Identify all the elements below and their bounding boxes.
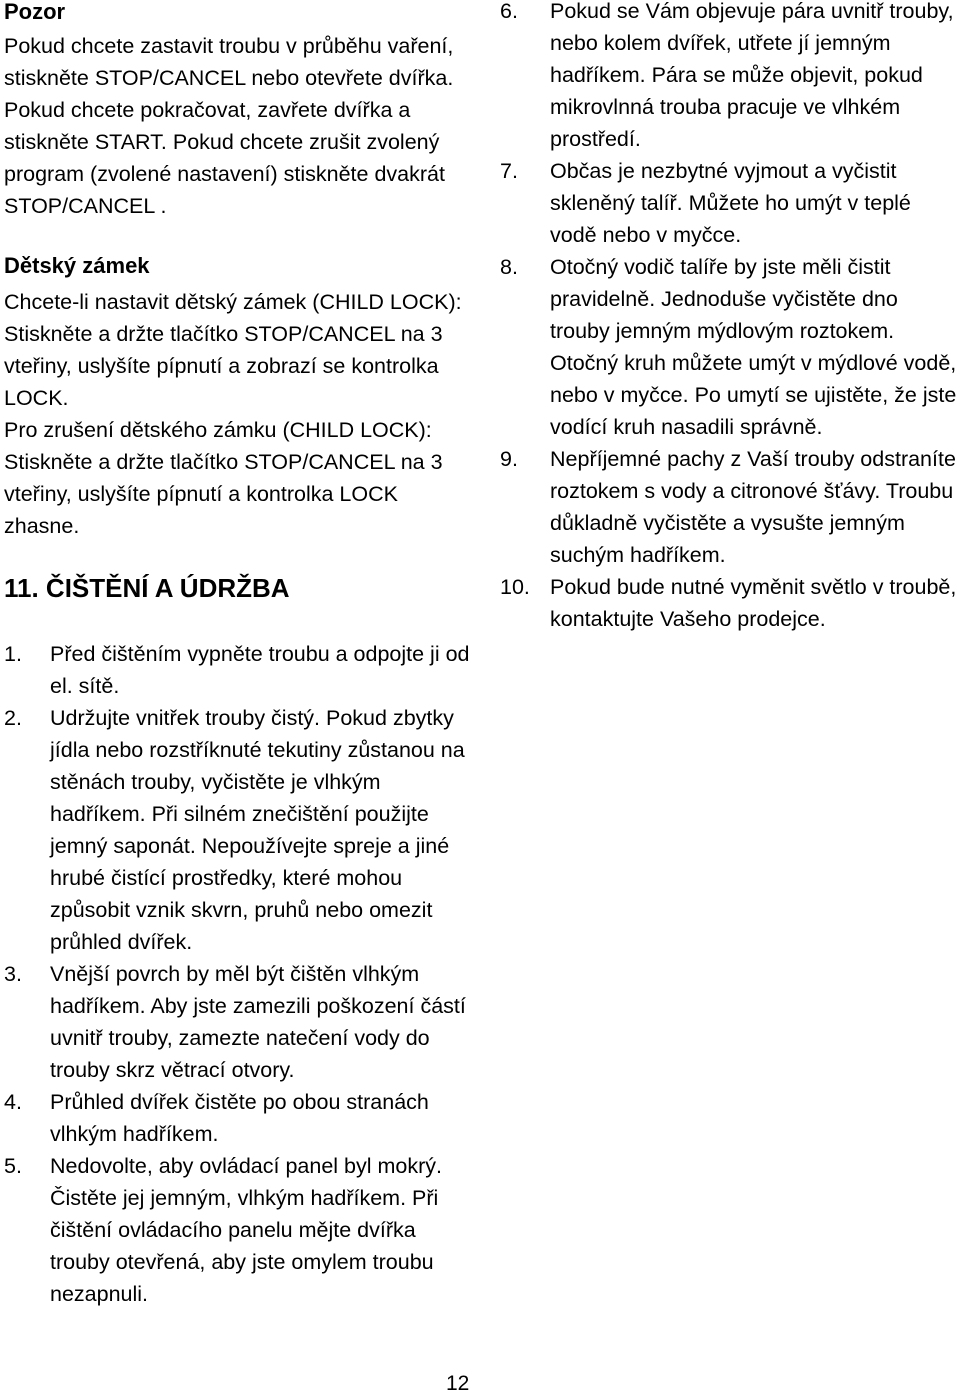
child-lock-set-paragraph: Chcete-li nastavit dětský zámek (CHILD LOCK): Stiskněte a držte tlačítko STOP/CANCEL na 3 vteřiny, uslyšíte pípnutí a zobrazí se kontrolka LOCK. [4,290,462,410]
list-item-number: 8. [500,255,518,279]
list-item [500,251,960,443]
list-item-number: 5. [4,1154,22,1178]
page-number: 12 [446,1372,470,1395]
child-lock-cancel-paragraph: Pro zrušení dětského zámku (CHILD LOCK): Stiskněte a držte tlačítko STOP/CANCEL na 3 vteřiny, uslyšíte pípnutí a kontrolka LOCK zhasne. [4,418,443,538]
list-item-number: 7. [500,159,518,183]
list-item [500,155,960,251]
list-item [500,0,960,155]
list-item-text: Nepříjemné pachy z Vaší trouby odstraníte roztokem s vody a citronové šťávy. Troubu důkladně vyčistěte a vysušte jemným suchým hadříkem. [550,447,956,567]
list-item-number: 1. [4,642,22,666]
cleaning-list-right [500,0,960,635]
pozor-heading: Pozor [4,0,66,24]
list-item-text: Před čištěním vypněte troubu a odpojte ji od el. sítě. [50,642,470,698]
list-item-text: Otočný vodič talíře by jste měli čistit pravidelně. Jednoduše vyčistěte dno trouby jemným mýdlovým roztokem. Otočný kruh můžete umýt v mýdlové vodě, nebo v myčce. Po umytí se ujistěte, že jste vodící kruh nasadili správně. [550,255,957,439]
list-item-text: Průhled dvířek čistěte po obou stranách vlhkým hadříkem. [50,1090,429,1146]
list-item-number: 3. [4,962,22,986]
child-lock-heading: Dětský zámek [4,253,150,278]
list-item [4,958,474,1086]
list-item-text: Pokud bude nutné vyměnit světlo v troubě, kontaktujte Vašeho prodejce. [550,575,957,631]
left-column [4,0,474,1310]
list-item-text: Vnější povrch by měl být čištěn vlhkým hadříkem. Aby jste zamezili poškození částí uvnitř trouby, zamezte natečení vody do trouby skrz větrací otvory. [50,962,466,1082]
list-item [500,443,960,571]
section-title: 11. ČIŠTĚNÍ A ÚDRŽBA [4,573,290,603]
list-item [4,702,474,958]
list-item [4,1150,474,1310]
list-item-number: 2. [4,706,22,730]
list-item-number: 4. [4,1090,22,1114]
list-item-text: Udržujte vnitřek trouby čistý. Pokud zbytky jídla nebo rozstříknuté tekutiny zůstanou na stěnách trouby, vyčistěte je vlhkým hadříkem. Při silném znečištění použijte jemný saponát. Nepoužívejte spreje a jiné hrubé čistící prostředky, které mohou způsobit vznik skvrn, pruhů nebo omezit průhled dvířek. [50,706,465,954]
right-column [500,0,960,635]
list-item-text: Nedovolte, aby ovládací panel byl mokrý. Čistěte jej jemným, vlhkým hadříkem. Při čištění ovládacího panelu mějte dvířka trouby otevřená, aby jste omylem troubu nezapnuli. [50,1154,442,1306]
list-item [500,571,960,635]
list-item-text: Občas je nezbytné vyjmout a vyčistit skleněný talíř. Můžete ho umýt v teplé vodě nebo v myčce. [550,159,911,247]
list-item-text: Pokud se Vám objevuje pára uvnitř trouby, nebo kolem dvířek, utřete jí jemným hadříkem. Pára se může objevit, pokud mikrovlnná trouba pracuje ve vlhkém prostředí. [550,0,954,151]
pozor-paragraph: Pokud chcete zastavit troubu v průběhu vaření, stiskněte STOP/CANCEL nebo otevřete dvířka. Pokud chcete pokračovat, zavřete dvířka a stiskněte START. Pokud chcete zrušit zvolený program (zvolené nastavení) stiskněte dvakrát STOP/CANCEL . [4,34,454,218]
list-item-number: 9. [500,447,518,471]
list-item-number: 6. [500,0,518,23]
list-item [4,638,474,702]
cleaning-list-left [4,638,474,1310]
list-item-number: 10. [500,575,530,599]
list-item [4,1086,474,1150]
